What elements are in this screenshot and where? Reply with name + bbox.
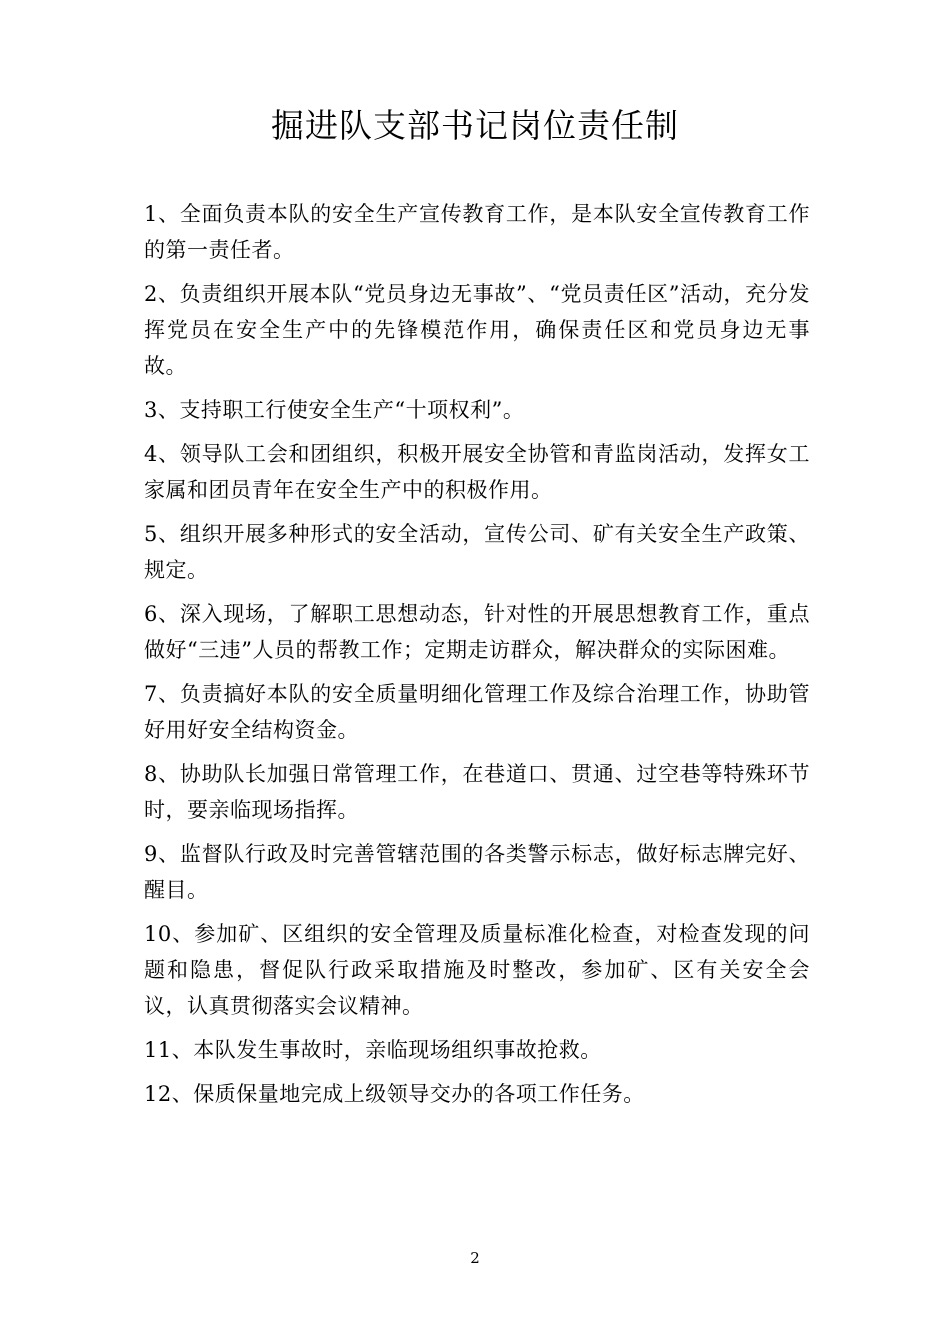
clause-item: 12、保质保量地完成上级领导交办的各项工作任务。 xyxy=(144,1082,645,1106)
clause-item: 1、全面负责本队的安全生产宣传教育工作，是本队安全宣传教育工作的第一责任者。 xyxy=(144,202,810,262)
clause-item: 5、组织开展多种形式的安全活动，宣传公司、矿有关安全生产政策、规定。 xyxy=(144,522,810,582)
clause-item: 11、本队发生事故时，亲临现场组织事故抢救。 xyxy=(144,1038,602,1062)
clause-item: 3、支持职工行使安全生产“十项权利”。 xyxy=(144,398,525,422)
clause-item: 8、协助队长加强日常管理工作，在巷道口、贯通、过空巷等特殊环节时，要亲临现场指挥。 xyxy=(144,762,810,822)
clause-item: 9、监督队行政及时完善管辖范围的各类警示标志，做好标志牌完好、醒目。 xyxy=(144,842,810,902)
clause-list xyxy=(144,196,810,1120)
clause-item: 6、深入现场，了解职工思想动态，针对性的开展思想教育工作，重点做好“三违”人员的帮教工作；定期走访群众，解决群众的实际困难。 xyxy=(144,602,810,662)
document-title: 掘进队支部书记岗位责任制 xyxy=(271,106,679,145)
clause-item: 4、领导队工会和团组织，积极开展安全协管和青监岗活动，发挥女工家属和团员青年在安全生产中的积极作用。 xyxy=(144,442,810,502)
clause-item: 10、参加矿、区组织的安全管理及质量标准化检查，对检查发现的问题和隐患，督促队行政采取措施及时整改，参加矿、区有关安全会议，认真贯彻落实会议精神。 xyxy=(144,922,810,1018)
clause-item: 2、负责组织开展本队“党员身边无事故”、“党员责任区”活动，充分发挥党员在安全生产中的先锋模范作用，确保责任区和党员身边无事故。 xyxy=(144,282,810,378)
clause-item: 7、负责搞好本队的安全质量明细化管理工作及综合治理工作，协助管好用好安全结构资金。 xyxy=(144,682,810,742)
page-number: 2 xyxy=(470,1249,480,1267)
